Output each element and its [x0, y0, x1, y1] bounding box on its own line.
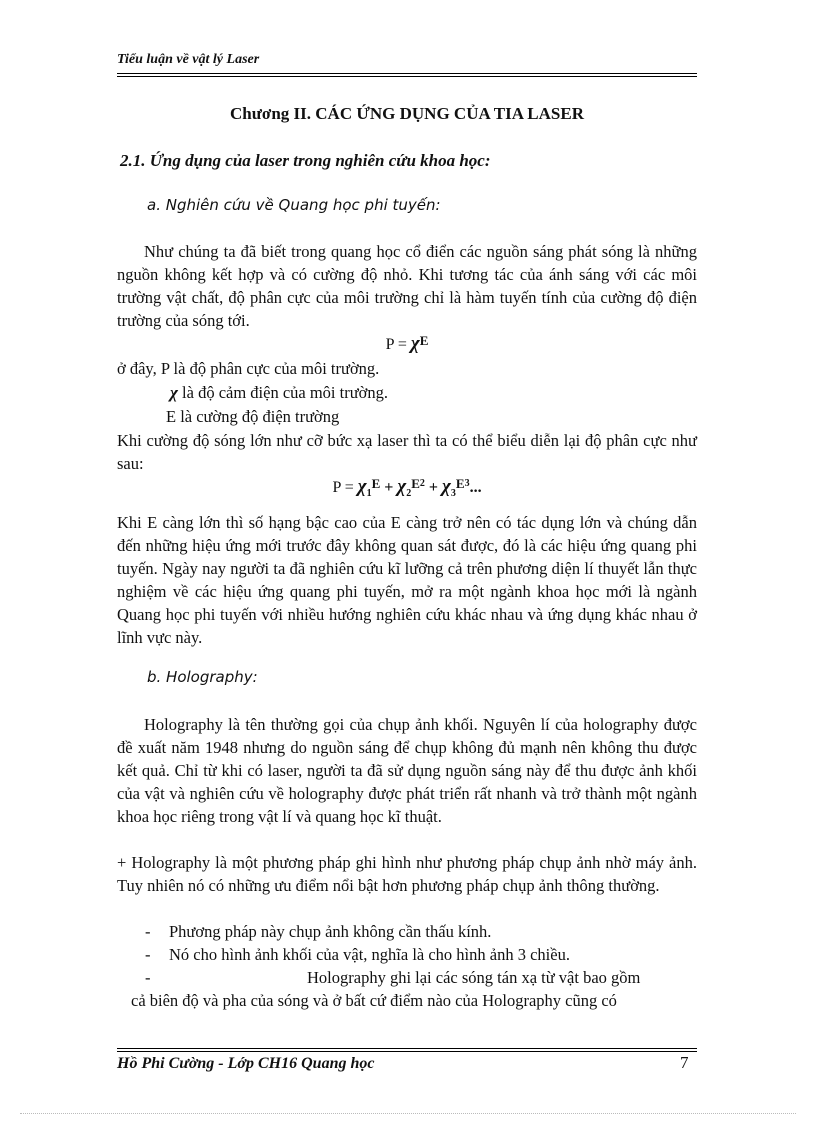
subscript: 3 — [450, 488, 456, 499]
list-item: - — [145, 968, 151, 987]
subsection-a-title: a. Nghiên cứu về Quang học phi tuyến: — [147, 196, 441, 214]
subscript: 2 — [406, 488, 412, 499]
list-item: - Nó cho hình ảnh khối của vật, nghĩa là cho hình ảnh 3 chiều. — [145, 945, 570, 964]
list-item-text: Holography ghi lại các sóng tán xạ từ vật bao gồm — [307, 968, 641, 987]
chi-symbol: χ — [357, 476, 367, 497]
header-rule — [117, 73, 697, 77]
formula-lhs: P = — [332, 479, 354, 496]
formula-nonlinear — [117, 476, 697, 499]
paragraph-b1: Holography là tên thường gọi của chụp ảnh khối. Nguyên lí của holography được đề xuất năm 1948 nhưng do nguồn sáng để chụp không đủ mạnh nên không thu được kết quả. Chỉ từ khi có laser, người ta đã sử dụng nguồn sáng này để thu được ảnh khối của vật và nghiên cứu về holography được phát triển rất nhanh và trở thành một ngành khoa học riêng trong vật lí và quang học kĩ thuật. — [117, 715, 697, 826]
chi-symbol: χ — [397, 476, 407, 497]
paragraph-a2: Khi cường độ sóng lớn như cỡ bức xạ laser thì ta có thể biểu diễn lại độ phân cực như sau: — [117, 431, 697, 473]
definition-chi-text: là độ cảm điện của môi trường. — [182, 383, 389, 402]
definition-p: ở đây, P là độ phân cực của môi trường. — [117, 359, 380, 378]
header-title: Tiểu luận về vật lý Laser — [117, 52, 260, 67]
chi-symbol: χ — [170, 383, 178, 402]
ellipsis: ... — [469, 479, 482, 496]
superscript: 3 — [464, 478, 470, 489]
formula-lhs: P = — [385, 336, 407, 353]
page-bottom-divider — [20, 1113, 796, 1114]
e-symbol: E — [411, 476, 420, 491]
subsection-b-title: b. Holography: — [147, 668, 258, 686]
chapter-title: Chương II. CÁC ỨNG DỤNG CỦA TIA LASER — [229, 104, 584, 123]
subscript: 1 — [366, 488, 372, 499]
list-item-text: Phương pháp này chụp ảnh không cần thấu kính. — [169, 922, 492, 941]
paragraph-b2: + Holography là một phương pháp ghi hình như phương pháp chụp ảnh nhờ máy ảnh. Tuy nhiên nó có những ưu điểm nổi bật hơn phương pháp chụp ảnh thông thường. — [117, 853, 697, 895]
definition-chi — [170, 381, 388, 404]
section-title: 2.1. Ứng dụng của laser trong nghiên cứu khoa học: — [120, 151, 491, 170]
list-item-continuation: cả biên độ và pha của sóng và ở bất cứ điểm nào của Holography cũng có — [131, 991, 617, 1010]
paragraph-a1: Như chúng ta đã biết trong quang học cổ điển các nguồn sáng phát sóng là những nguồn không kết hợp và có cường độ nhỏ. Khi tương tác của ánh sáng với các môi trường vật chất, độ phân cực của môi trường chỉ là hàm tuyến tính của cường độ điện trường của sóng tới. — [117, 242, 697, 330]
chi-symbol: χ — [410, 333, 420, 354]
definition-e: E là cường độ điện trường — [166, 407, 340, 426]
list-item: - Phương pháp này chụp ảnh không cần thấu kính. — [145, 922, 492, 941]
e-symbol: E — [455, 476, 465, 491]
formula-linear — [117, 333, 697, 355]
chi-symbol: χ — [442, 476, 451, 497]
footer-author: Hồ Phi Cường - Lớp CH16 Quang học — [117, 1055, 375, 1072]
list-item-text: Nó cho hình ảnh khối của vật, nghĩa là cho hình ảnh 3 chiều. — [169, 945, 570, 964]
operator: + — [384, 479, 394, 496]
page-number: 7 — [680, 1053, 689, 1072]
superscript: 2 — [419, 478, 425, 489]
e-symbol: E — [371, 476, 381, 491]
footer-rule — [117, 1048, 697, 1052]
paragraph-a3: Khi E càng lớn thì số hạng bậc cao của E càng trở nên có tác dụng lớn và chúng dẫn đến những hiệu ứng mới trước đây không quan sát được, đó là các hiệu ứng quang phi tuyến. Ngày nay người ta đã nghiên cứu kĩ lưỡng cả trên phương diện lí thuyết lẫn thực nghiệm về các hiệu ứng quang phi tuyến, mở ra một ngành khoa học mới là ngành Quang học phi tuyến với nhiều hướng nghiên cứu khác nhau và ứng dụng khác nhau ở lĩnh vực này. — [117, 513, 697, 647]
operator: + — [428, 479, 439, 496]
e-symbol: E — [419, 333, 429, 348]
